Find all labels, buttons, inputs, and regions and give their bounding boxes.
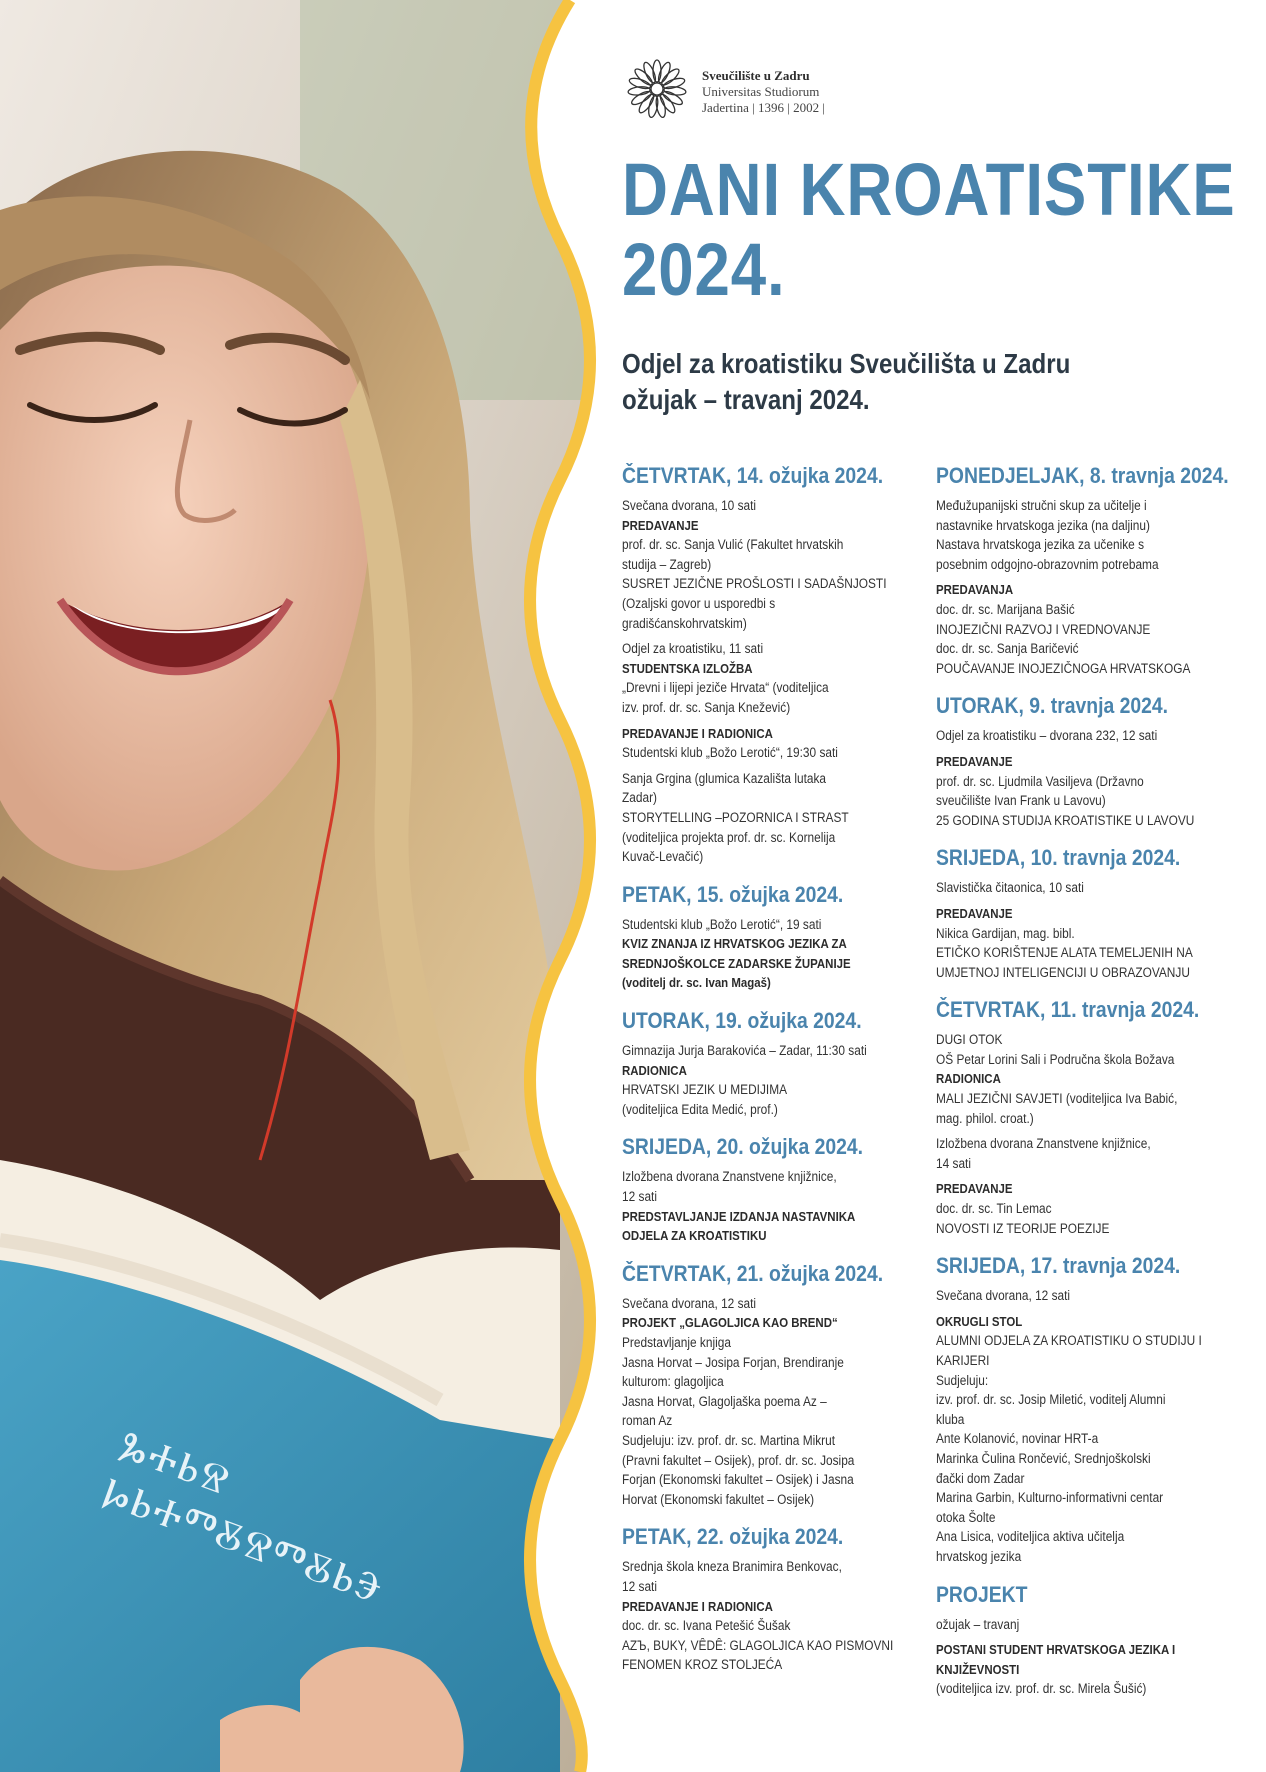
event-detail-line: Jasna Horvat, Glagoljaška poema Az – (622, 1393, 827, 1409)
event-detail-line: NOVOSTI IZ TEORIJE POEZIJE (936, 1220, 1110, 1236)
event-type-label: KVIZ ZNANJA IZ HRVATSKOG JEZIKA ZA (622, 936, 847, 952)
event-detail-line: ETIČKO KORIŠTENJE ALATA TEMELJENIH NA (936, 945, 1193, 961)
event-detail-line: Međužupanijski stručni skup za učitelje i (936, 498, 1147, 513)
event-detail-line: hrvatskog jezika (936, 1548, 1022, 1564)
page-title (622, 150, 1236, 310)
event-detail-line: Horvat (Ekonomski fakultet – Osijek) (622, 1491, 815, 1507)
event-detail-line: AZЪ, BUKY, VÊDÊ: GLAGOLJICA KAO PISMOVNI (622, 1637, 894, 1653)
event-type-label: PREDAVANJE (936, 753, 1013, 769)
event-detail-line: 12 sati (622, 1189, 658, 1205)
day-heading: PETAK, 15. ožujka 2024. (622, 881, 844, 907)
event-detail-line: UMJETNOJ INTELIGENCIJI U OBRAZOVANJU (936, 964, 1190, 980)
university-logo (622, 54, 922, 124)
schedule-day-block (622, 1133, 922, 1245)
event-detail-line: nastavnike hrvatskoga jezika (na daljinu) (936, 517, 1150, 533)
day-heading: PETAK, 22. ožujka 2024. (622, 1524, 844, 1550)
event-detail-line: doc. dr. sc. Tin Lemac (936, 1201, 1052, 1217)
event-detail-line: (voditeljica izv. prof. dr. sc. Mirela Šušić) (936, 1681, 1147, 1697)
schedule-day-block (936, 462, 1236, 678)
event-detail-line: Predstavljanje knjiga (622, 1335, 731, 1350)
logo-latin-years: Jadertina | 1396 | 2002 | (702, 100, 825, 115)
schedule-day-block (936, 1252, 1236, 1566)
event-detail-line: izv. prof. dr. sc. Sanja Knežević) (622, 699, 791, 715)
event-detail-line: Jasna Horvat – Josipa Forjan, Brendiranje (622, 1354, 844, 1370)
title-line-2: 2024. (622, 228, 786, 311)
event-detail-line: (voditeljica Edita Medić, prof.) (622, 1101, 778, 1117)
event-detail-line: Svečana dvorana, 10 sati (622, 498, 757, 513)
event-detail-line: Nastava hrvatskoga jezika za učenike s (936, 537, 1145, 553)
event-detail-line: posebnim odgojno-obrazovnim potrebama (936, 556, 1159, 572)
event-detail-line: mag. philol. croat.) (936, 1110, 1034, 1126)
event-detail-line: Ante Kolanović, novinar HRT-a (936, 1431, 1099, 1447)
event-detail-line: Odjel za kroatistiku – dvorana 232, 12 sati (936, 728, 1158, 744)
event-detail-line: INOJEZIČNI RAZVOJ I VREDNOVANJE (936, 621, 1151, 637)
day-heading: SRIJEDA, 10. travnja 2024. (936, 845, 1181, 871)
day-heading: UTORAK, 19. ožujka 2024. (622, 1008, 862, 1034)
event-type-label: PREDAVANJA (936, 582, 1014, 598)
event-type-label: STUDENTSKA IZLOŽBA (622, 660, 753, 676)
event-type-label: PREDSTAVLJANJE IZDANJA NASTAVNIKA (622, 1208, 856, 1224)
event-detail-line: roman Az (622, 1413, 673, 1429)
event-detail-line: DUGI OTOK (936, 1032, 1003, 1048)
event-type-label: PREDAVANJE I RADIONICA (622, 1598, 773, 1614)
event-detail-line: Izložbena dvorana Znanstvene knjižnice, (622, 1169, 837, 1185)
day-heading: SRIJEDA, 17. travnja 2024. (936, 1253, 1181, 1279)
schedule-day-block (622, 462, 922, 867)
schedule-day-block (936, 844, 1236, 982)
event-detail-line: kulturom: glagoljica (622, 1374, 724, 1390)
event-detail-line: Sudjeluju: (936, 1372, 989, 1388)
event-type-label: ODJELA ZA KROATISTIKU (622, 1228, 767, 1244)
event-detail-line: Sanja Grgina (glumica Kazališta lutaka (622, 770, 827, 786)
event-detail-line: Svečana dvorana, 12 sati (622, 1295, 757, 1311)
event-detail-line: doc. dr. sc. Sanja Baričević (936, 641, 1079, 657)
event-detail-line: Ana Lisica, voditeljica aktiva učitelja (936, 1529, 1125, 1545)
schedule-day-block (936, 1581, 1236, 1699)
event-detail-line: Zadar) (622, 790, 657, 806)
schedule-day-block (622, 1260, 922, 1510)
event-detail-line: Izložbena dvorana Znanstvene knjižnice, (936, 1136, 1151, 1152)
page-subtitle (622, 346, 1070, 418)
schedule-day-block (622, 1007, 922, 1119)
event-detail-line: doc. dr. sc. Marijana Bašić (936, 601, 1075, 617)
event-type-label: PROJEKT „GLAGOLJICA KAO BREND“ (622, 1315, 838, 1331)
day-heading: PROJEKT (936, 1581, 1028, 1607)
event-detail-line: Srednja škola kneza Branimira Benkovac, (622, 1559, 842, 1575)
schedule-day-block (936, 996, 1236, 1238)
event-type-label: RADIONICA (622, 1062, 687, 1078)
event-detail-line: prof. dr. sc. Ljudmila Vasiljeva (Državno (936, 773, 1144, 789)
logo-name: Sveučilište u Zadru (702, 68, 810, 83)
content-panel (622, 0, 1266, 1772)
schedule-day-block (936, 692, 1236, 830)
event-type-label: OKRUGLI STOL (936, 1313, 1023, 1329)
logo-latin: Universitas Studiorum (702, 84, 820, 99)
sunburst-logo-icon (622, 54, 692, 124)
day-heading: ČETVRTAK, 14. ožujka 2024. (622, 463, 884, 488)
schedule-day-block (622, 1523, 922, 1675)
event-detail-line: Sudjeluju: izv. prof. dr. sc. Martina Mikrut (622, 1432, 836, 1448)
event-detail-line: (Pravni fakultet – Osijek), prof. dr. sc. Josipa (622, 1452, 855, 1468)
event-detail-line: (Ozaljski govor u usporedbi s (622, 595, 776, 611)
schedule-left-column (622, 462, 922, 1675)
event-detail-line: Marinka Čulina Rončević, Srednjoškolski (936, 1450, 1151, 1466)
event-detail-line: Odjel za kroatistiku, 11 sati (622, 641, 764, 657)
event-detail-line: Gimnazija Jurja Barakovića – Zadar, 11:30 sati (622, 1043, 867, 1059)
event-detail-line: Studentski klub „Božo Lerotić“, 19 sati (622, 916, 822, 932)
event-detail-line: studija – Zagreb) (622, 556, 712, 572)
event-detail-line: FENOMEN KROZ STOLJEĆA (622, 1657, 783, 1673)
event-detail-line: ALUMNI ODJELA ZA KROATISTIKU O STUDIJU I (936, 1333, 1202, 1349)
event-detail-line: sveučilište Ivan Frank u Lavovu) (936, 793, 1106, 809)
event-detail-line: 14 sati (936, 1155, 972, 1171)
event-type-label: RADIONICA (936, 1071, 1001, 1087)
event-detail-line: otoka Šolte (936, 1509, 996, 1525)
day-heading: UTORAK, 9. travnja 2024. (936, 693, 1169, 719)
subtitle-line-2: ožujak – travanj 2024. (622, 384, 870, 415)
event-detail-line: OŠ Petar Lorini Sali i Područna škola Božava (936, 1051, 1175, 1067)
schedule-day-block (622, 881, 922, 993)
event-detail-line: Nikica Gardijan, mag. bibl. (936, 925, 1075, 941)
event-detail-line: ožujak – travanj (936, 1616, 1020, 1632)
event-detail-line: SUSRET JEZIČNE PROŠLOSTI I SADAŠNJOSTI (622, 576, 887, 592)
day-heading: ČETVRTAK, 11. travnja 2024. (936, 997, 1200, 1023)
event-type-label: PREDAVANJE I RADIONICA (622, 725, 773, 741)
event-detail-line: prof. dr. sc. Sanja Vulić (Fakultet hrvatskih (622, 537, 844, 553)
event-detail-line: (voditeljica projekta prof. dr. sc. Kornelija (622, 829, 836, 845)
event-detail-line: KARIJERI (936, 1353, 990, 1368)
day-heading: PONEDJELJAK, 8. travnja 2024. (936, 463, 1229, 488)
event-type-label: PREDAVANJE (622, 517, 699, 533)
event-detail-line: „Drevni i lijepi jeziče Hrvata“ (voditeljica (622, 680, 829, 696)
schedule-right-column (936, 462, 1236, 1699)
event-type-label: PREDAVANJE (936, 1181, 1013, 1197)
event-type-label: SREDNJOŠKOLCE ZADARSKE ŽUPANIJE (622, 955, 851, 971)
event-type-label: POSTANI STUDENT HRVATSKOGA JEZIKA I (936, 1642, 1176, 1658)
event-detail-line: Forjan (Ekonomski fakultet – Osijek) i Jasna (622, 1472, 854, 1488)
event-detail-line: 25 GODINA STUDIJA KROATISTIKE U LAVOVU (936, 812, 1195, 828)
event-detail-line: Svečana dvorana, 12 sati (936, 1288, 1071, 1304)
event-type-label: PREDAVANJE (936, 905, 1013, 921)
event-detail-line: Kuvač-Levačić) (622, 849, 704, 865)
title-line-1: DANI KROATISTIKE (622, 148, 1236, 231)
event-detail-line: HRVATSKI JEZIK U MEDIJIMA (622, 1082, 788, 1098)
event-detail-line: Slavistička čitaonica, 10 sati (936, 880, 1084, 896)
event-type-label: KNJIŽEVNOSTI (936, 1661, 1020, 1677)
event-detail-line: kluba (936, 1411, 965, 1427)
event-detail-line: STORYTELLING –POZORNICA I STRAST (622, 809, 849, 825)
day-heading: ČETVRTAK, 21. ožujka 2024. (622, 1260, 884, 1286)
event-detail-line: izv. prof. dr. sc. Josip Miletić, voditelj Alumni (936, 1392, 1166, 1408)
event-detail-line: Studentski klub „Božo Lerotić“, 19:30 sati (622, 745, 838, 761)
event-detail-line: POUČAVANJE INOJEZIČNOGA HRVATSKOGA (936, 660, 1191, 676)
event-detail-line: doc. dr. sc. Ivana Petešić Šušak (622, 1618, 791, 1634)
event-detail-line: gradišćanskohrvatskim) (622, 615, 747, 631)
event-detail-line: Marina Garbin, Kulturno-informativni centar (936, 1490, 1164, 1506)
event-detail-line: đački dom Zadar (936, 1470, 1025, 1486)
book-cover-text: ⰃⰀⰓⰔ ⰘⰓⰀⰕⰋⰔⰕⰋⰓⰅ (96, 1421, 391, 1614)
event-type-label: (voditelj dr. sc. Ivan Magaš) (622, 975, 771, 991)
event-detail-line: MALI JEZIČNI SAVJETI (voditeljica Iva Babić, (936, 1091, 1178, 1107)
subtitle-line-1: Odjel za kroatistiku Sveučilišta u Zadru (622, 348, 1071, 379)
day-heading: SRIJEDA, 20. ožujka 2024. (622, 1134, 864, 1160)
event-detail-line: 12 sati (622, 1578, 658, 1594)
